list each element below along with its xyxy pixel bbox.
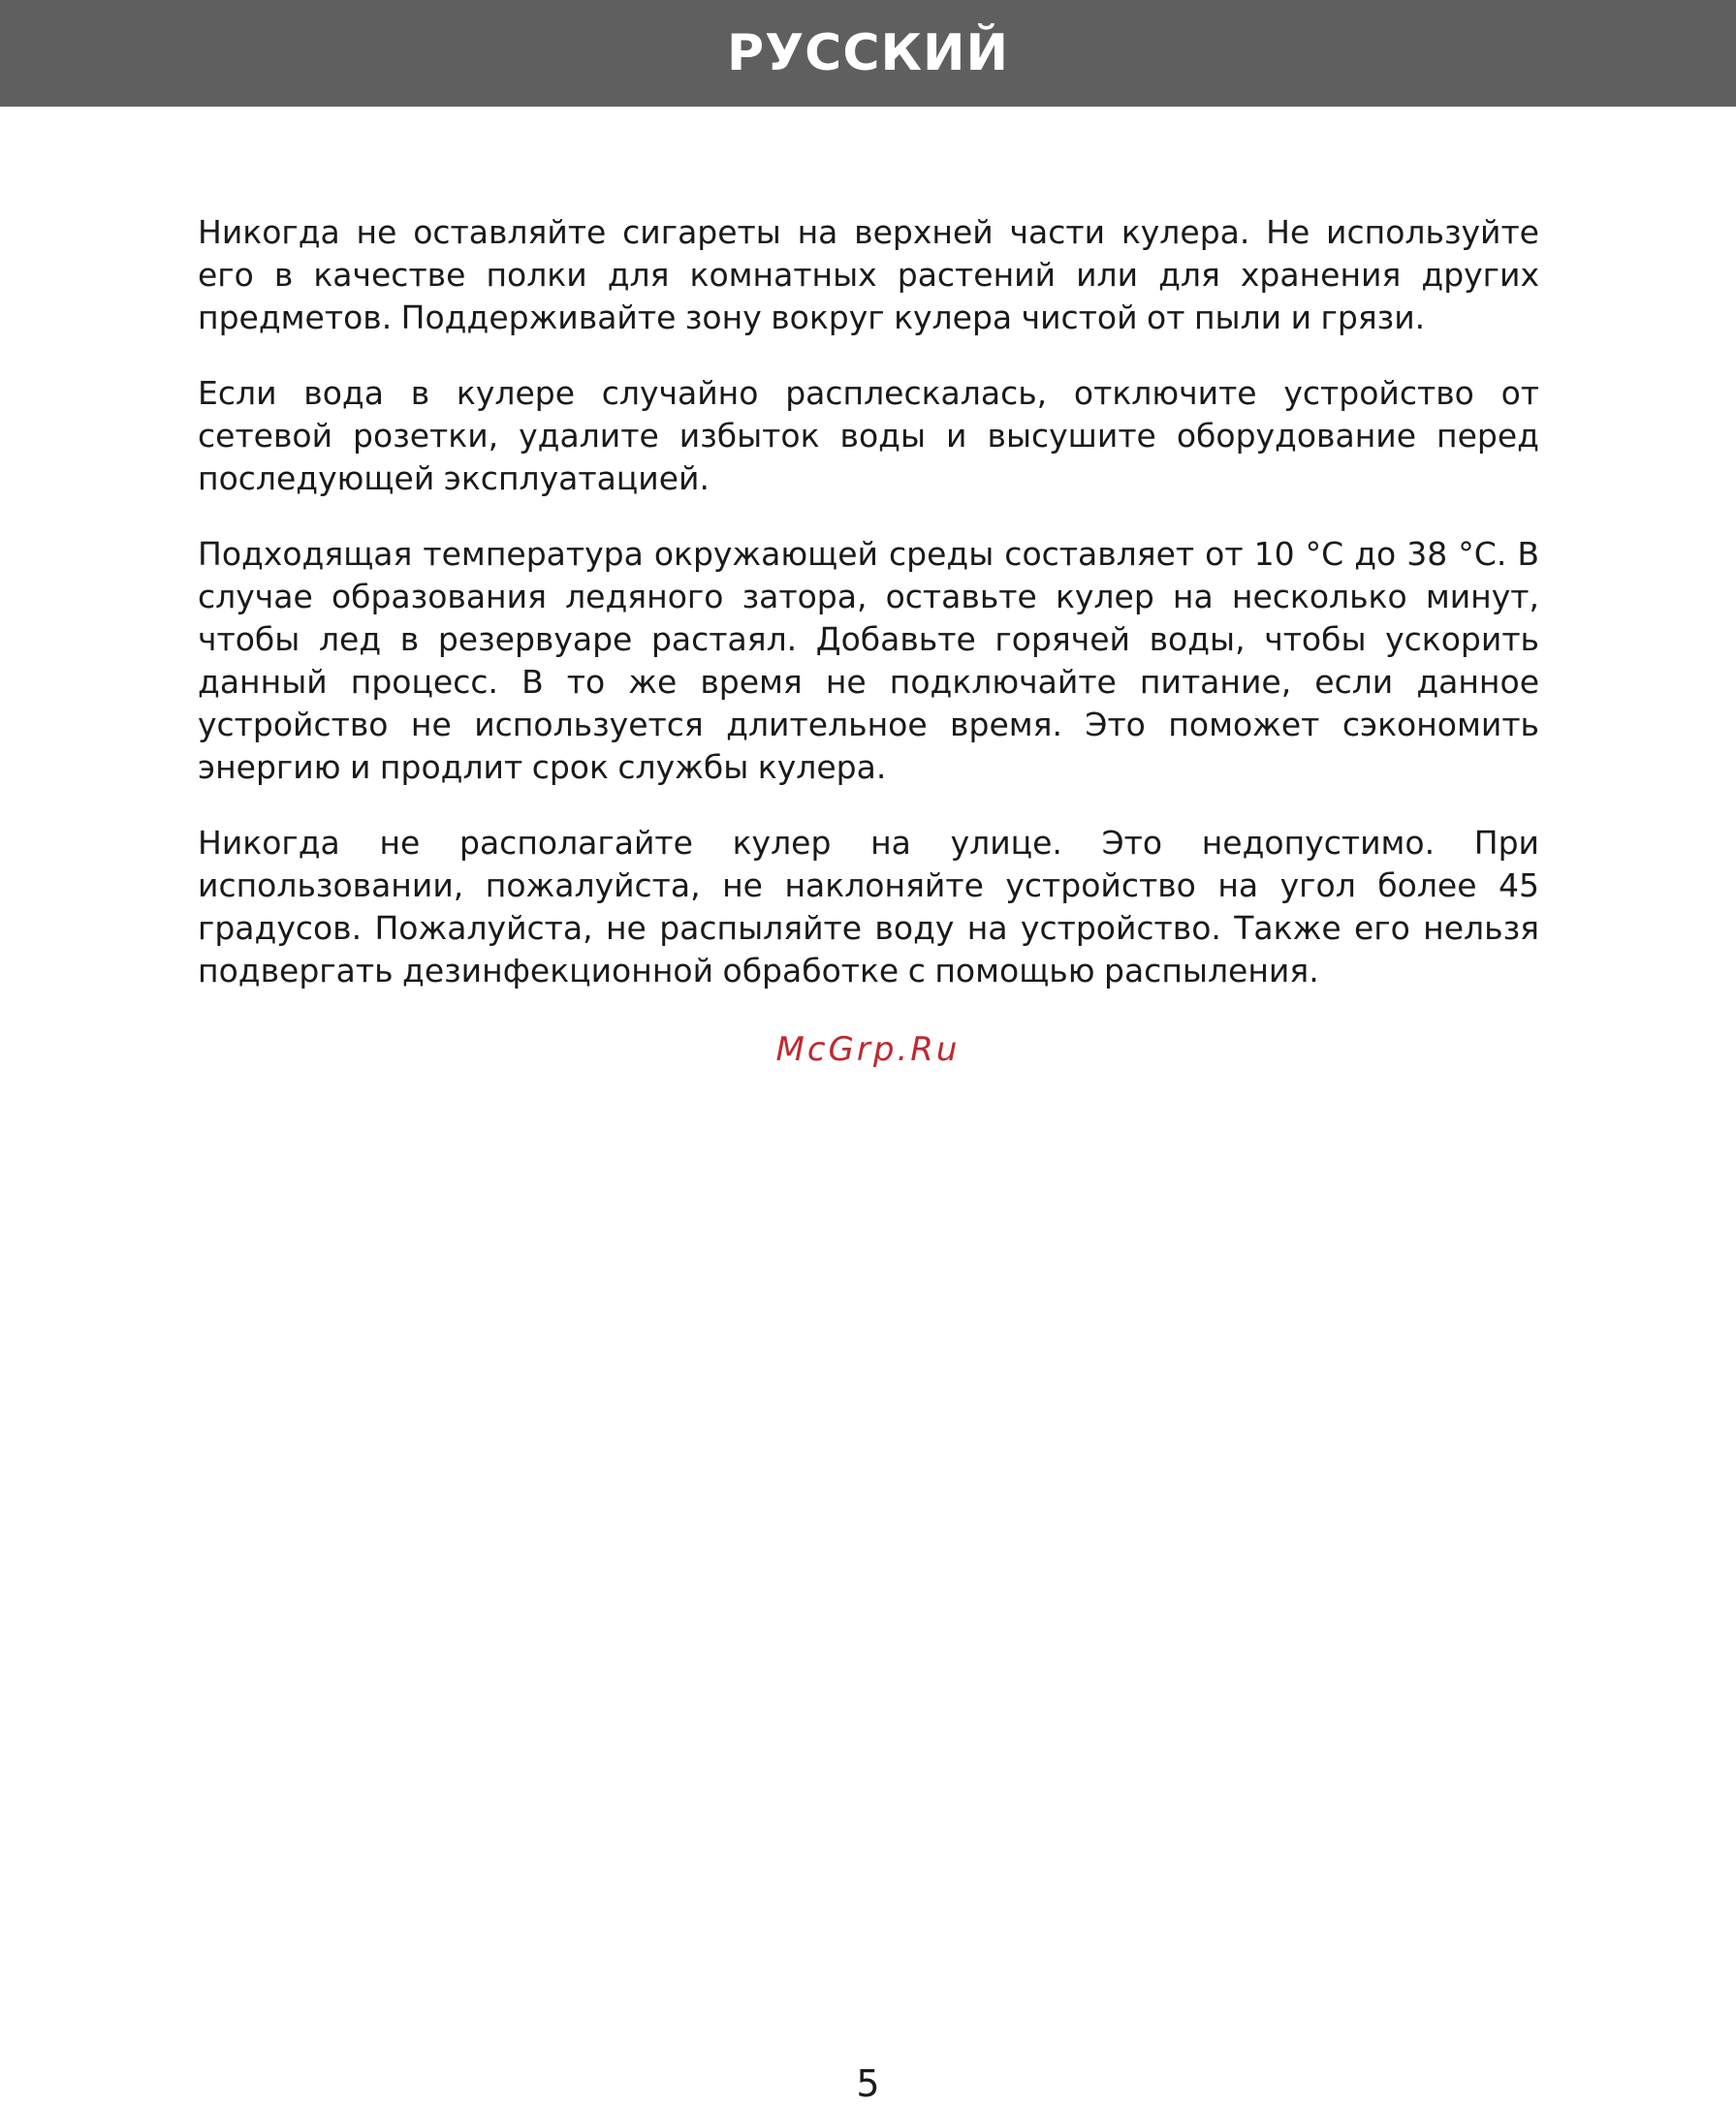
paragraph-water-spill: Если вода в кулере случайно расплескалась, отключите устройство от сетевой розетки, удалите избыток воды и высушите оборудование перед последующей эксплуатацией.: [198, 374, 1539, 497]
paragraph-cigarettes: Никогда не оставляйте сигареты на верхней части кулера. Не используйте его в качестве полки для комнатных растений или для хранения других предметов. Поддерживайте зону вокруг кулера чистой от пыли и грязи.: [198, 213, 1539, 336]
page-number: 5: [856, 2062, 880, 2105]
document-body: [198, 211, 1539, 1025]
page-header: [0, 0, 1736, 107]
paragraph-outdoor-use: Никогда не располагайте кулер на улице. Это недопустимо. При использовании, пожалуйста, не наклоняйте устройство на угол более 45 градусов. Пожалуйста, не распыляйте воду на устройство. Также его нельзя подвергать дезинфекционной обработке с помощью распыления.: [198, 824, 1539, 990]
page-title: РУССКИЙ: [726, 24, 1010, 82]
watermark-text: McGrp.Ru: [775, 1030, 961, 1069]
paragraph-temperature: Подходящая температура окружающей среды составляет от 10 °C до 38 °C. В случае образования ледяного затора, оставьте кулер на несколько минут, чтобы лед в резервуаре растаял. Добавьте горячей воды, чтобы ускорить данный процесс. В то же время не подключайте питание, если данное устройство не используется длительное время. Это поможет сэкономить энергию и продлит срок службы кулера.: [198, 535, 1539, 786]
